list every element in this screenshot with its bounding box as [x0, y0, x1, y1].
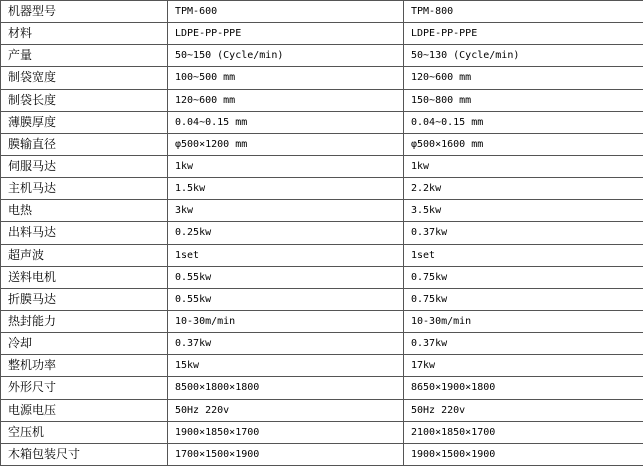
model-800-value: 0.04~0.15 mm — [404, 111, 643, 133]
table-row — [1, 178, 643, 200]
model-600-value: LDPE-PP-PPE — [168, 23, 404, 45]
model-800-value: 8650×1900×1800 — [404, 377, 643, 399]
model-600-value: 8500×1800×1800 — [168, 377, 404, 399]
spec-label: 产量 — [1, 45, 168, 67]
table-row — [1, 67, 643, 89]
model-800-value: 150~800 mm — [404, 89, 643, 111]
model-800-value: 0.75kw — [404, 288, 643, 310]
model-600-value: 10-30m/min — [168, 310, 404, 332]
model-800-value: φ500×1600 mm — [404, 133, 643, 155]
model-800-value: 3.5kw — [404, 200, 643, 222]
spec-label: 出料马达 — [1, 222, 168, 244]
spec-label: 主机马达 — [1, 178, 168, 200]
table-row — [1, 1, 643, 23]
table-row — [1, 421, 643, 443]
table-row — [1, 133, 643, 155]
table-row — [1, 443, 643, 465]
model-600-value: 0.55kw — [168, 288, 404, 310]
table-row — [1, 45, 643, 67]
spec-label: 折膜马达 — [1, 288, 168, 310]
model-800-value: 2.2kw — [404, 178, 643, 200]
model-800-value: 1kw — [404, 155, 643, 177]
spec-label: 冷却 — [1, 333, 168, 355]
table-row — [1, 244, 643, 266]
table-row — [1, 399, 643, 421]
spec-label: 整机功率 — [1, 355, 168, 377]
model-800-value: TPM-800 — [404, 1, 643, 23]
model-600-value: 1700×1500×1900 — [168, 443, 404, 465]
model-600-value: 0.04~0.15 mm — [168, 111, 404, 133]
table-row — [1, 266, 643, 288]
spec-label: 超声波 — [1, 244, 168, 266]
table-row — [1, 333, 643, 355]
table-row — [1, 377, 643, 399]
spec-label: 制袋长度 — [1, 89, 168, 111]
spec-label: 电热 — [1, 200, 168, 222]
model-800-value: 120~600 mm — [404, 67, 643, 89]
model-800-value: 2100×1850×1700 — [404, 421, 643, 443]
model-600-value: 0.55kw — [168, 266, 404, 288]
model-800-value: 10-30m/min — [404, 310, 643, 332]
spec-label: 电源电压 — [1, 399, 168, 421]
table-row — [1, 310, 643, 332]
model-600-value: 3kw — [168, 200, 404, 222]
table-row — [1, 200, 643, 222]
spec-label: 制袋宽度 — [1, 67, 168, 89]
model-600-value: 1.5kw — [168, 178, 404, 200]
table-row — [1, 355, 643, 377]
spec-label: 木箱包装尺寸 — [1, 443, 168, 465]
table-row — [1, 222, 643, 244]
model-600-value: 100~500 mm — [168, 67, 404, 89]
model-800-value: 50~130 (Cycle/min) — [404, 45, 643, 67]
model-800-value: 0.37kw — [404, 333, 643, 355]
spec-label: 薄膜厚度 — [1, 111, 168, 133]
table-row — [1, 288, 643, 310]
table-row — [1, 23, 643, 45]
model-600-value: 0.25kw — [168, 222, 404, 244]
spec-label: 伺服马达 — [1, 155, 168, 177]
model-600-value: 0.37kw — [168, 333, 404, 355]
model-600-value: 120~600 mm — [168, 89, 404, 111]
model-800-value: 50Hz 220v — [404, 399, 643, 421]
table-row — [1, 155, 643, 177]
spec-label: 送料电机 — [1, 266, 168, 288]
model-800-value: 1900×1500×1900 — [404, 443, 643, 465]
model-800-value: LDPE-PP-PPE — [404, 23, 643, 45]
model-600-value: 1kw — [168, 155, 404, 177]
spec-label: 热封能力 — [1, 310, 168, 332]
spec-label: 外形尺寸 — [1, 377, 168, 399]
spec-label: 材料 — [1, 23, 168, 45]
model-800-value: 0.37kw — [404, 222, 643, 244]
model-600-value: 1900×1850×1700 — [168, 421, 404, 443]
model-600-value: TPM-600 — [168, 1, 404, 23]
model-800-value: 1set — [404, 244, 643, 266]
model-800-value: 0.75kw — [404, 266, 643, 288]
model-800-value: 17kw — [404, 355, 643, 377]
table-row — [1, 111, 643, 133]
model-600-value: 15kw — [168, 355, 404, 377]
model-600-value: φ500×1200 mm — [168, 133, 404, 155]
model-600-value: 50~150 (Cycle/min) — [168, 45, 404, 67]
model-600-value: 50Hz 220v — [168, 399, 404, 421]
model-600-value: 1set — [168, 244, 404, 266]
spec-label: 空压机 — [1, 421, 168, 443]
spec-table-body — [1, 1, 643, 466]
spec-label: 膜输直径 — [1, 133, 168, 155]
spec-label: 机器型号 — [1, 1, 168, 23]
table-row — [1, 89, 643, 111]
